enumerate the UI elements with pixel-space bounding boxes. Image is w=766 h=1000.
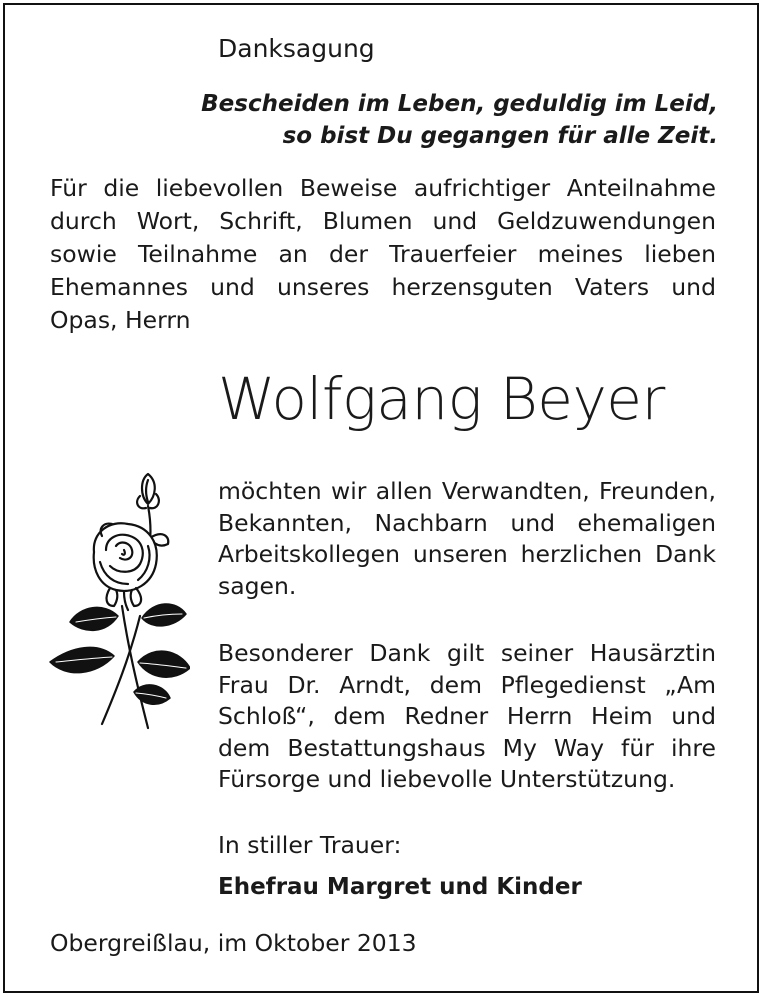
motto-line-2: so bist Du gegangen für alle Zeit. bbox=[282, 123, 718, 149]
intro-paragraph: Für die liebevollen Beweise aufrichtiger Anteilnahme durch Wort, Schrift, Blumen und Geldzuwendungen sowie Teilnahme an der Trauerfeier meines lieben Ehemannes und unseres herzensguten Vaters und Opas, Herrn bbox=[50, 174, 716, 334]
thanks-paragraph: möchten wir allen Verwandten, Freunden, Bekannten, Nachbarn und ehemaligen Arbeitskollegen unseren herzlichen Dank sagen. bbox=[218, 477, 716, 600]
mourners-signature: Ehefrau Margret und Kinder bbox=[218, 874, 582, 900]
notice-heading: Danksagung bbox=[218, 34, 375, 63]
motto-verse bbox=[201, 88, 718, 152]
mourning-label: In stiller Trauer: bbox=[218, 831, 402, 859]
special-thanks-paragraph: Besonderer Dank gilt seiner Hausärztin Frau Dr. Arndt, dem Pflegedienst „Am Schloß“, dem Redner Herrn Heim und dem Bestattungshaus My Way für ihre Fürsorge und liebevolle Unterstützung. bbox=[218, 639, 716, 793]
deceased-name: Wolfgang Beyer bbox=[218, 365, 665, 433]
place-and-date: Obergreißlau, im Oktober 2013 bbox=[50, 929, 417, 957]
rose-icon bbox=[44, 466, 190, 748]
motto-line-1: Bescheiden im Leben, geduldig im Leid, bbox=[201, 91, 718, 117]
